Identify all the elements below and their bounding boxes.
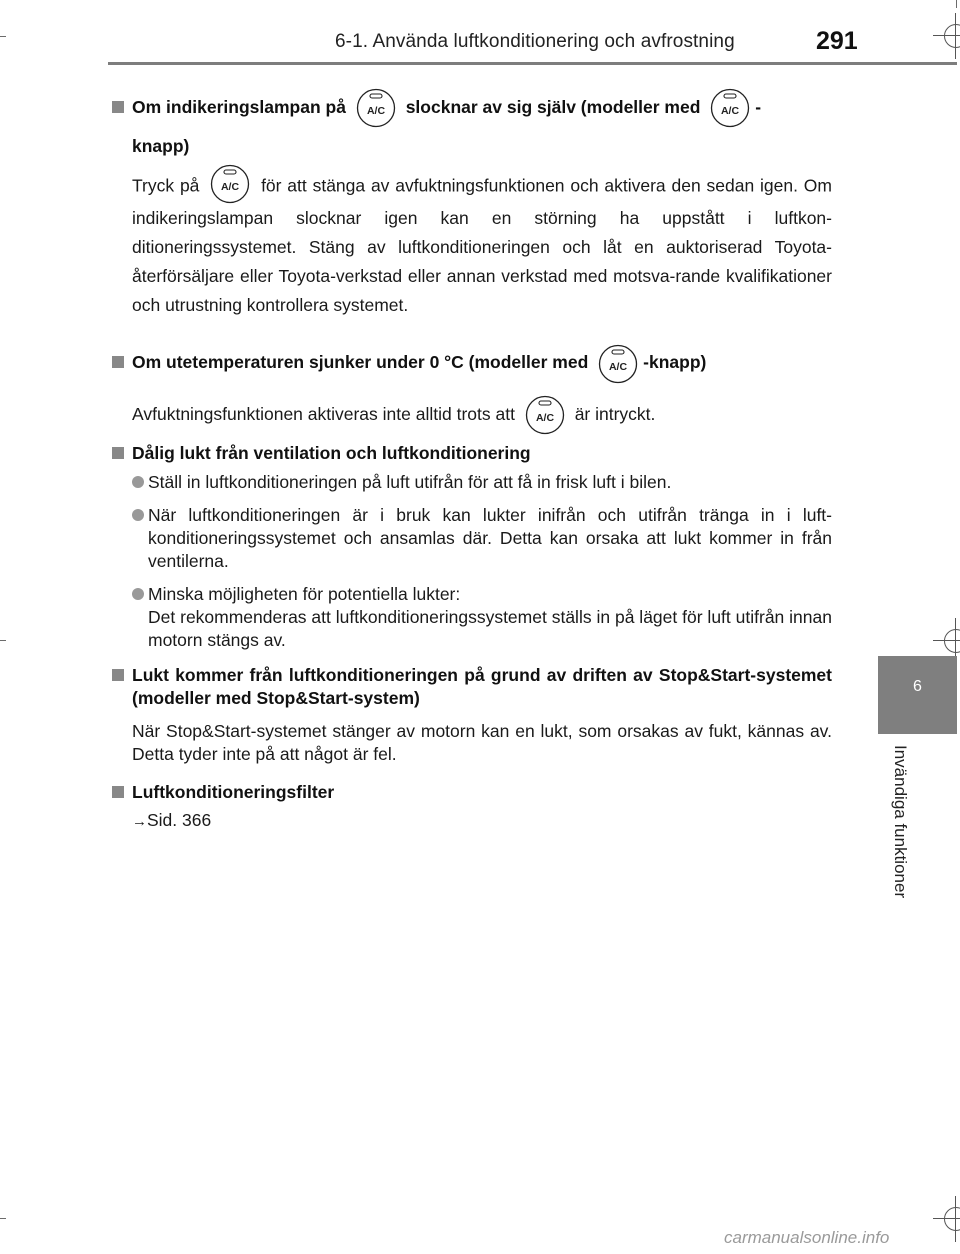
list-item-text: Minska möjligheten för potentiella lukter: bbox=[148, 584, 461, 605]
heading-text: knapp) bbox=[132, 136, 190, 157]
bullet-dot-icon bbox=[132, 588, 144, 600]
ac-button-icon bbox=[710, 88, 750, 128]
watermark: carmanualsonline.info bbox=[724, 1228, 890, 1247]
page-reference-link[interactable]: Sid. 366 bbox=[147, 810, 212, 831]
bullet-dot-icon bbox=[132, 509, 144, 521]
heading-text: - bbox=[755, 97, 762, 117]
crop-mark-top-left bbox=[0, 36, 6, 37]
chapter-tab-label: Invändiga funktioner bbox=[891, 745, 910, 899]
crop-mark-bottom-left bbox=[0, 1218, 6, 1219]
paragraph-indicator-lamp bbox=[132, 170, 832, 320]
paragraph-outside-temperature bbox=[132, 394, 832, 435]
list-item-text: Det rekommenderas att luftkonditioneringssystemet ställs in på läget för luft utifrån innan motorn stängs av. bbox=[148, 607, 832, 651]
svg-text:A/C: A/C bbox=[221, 181, 240, 194]
svg-text:A/C: A/C bbox=[609, 360, 628, 373]
svg-text:A/C: A/C bbox=[535, 412, 554, 425]
list-item bbox=[112, 504, 832, 573]
content bbox=[112, 86, 832, 836]
page-reference bbox=[132, 806, 832, 836]
registration-mark-mid-right bbox=[944, 629, 960, 653]
list-item bbox=[112, 583, 832, 652]
header-rule bbox=[108, 62, 957, 65]
heading-text: Om indikeringslampan på bbox=[132, 97, 346, 117]
square-bullet-icon bbox=[112, 669, 124, 681]
section-heading-ac-filter bbox=[112, 778, 832, 806]
registration-mark-top-right bbox=[944, 24, 960, 48]
ac-button-icon bbox=[525, 395, 565, 435]
section-heading-outside-temperature bbox=[112, 342, 832, 383]
registration-mark-bottom-right bbox=[944, 1207, 960, 1231]
crop-mark-top-right bbox=[956, 0, 957, 8]
heading-text: Om utetemperaturen sjunker under 0 °C (modeller med bbox=[132, 352, 589, 373]
header-title: 6-1. Använda luftkonditionering och avfrostning bbox=[335, 31, 735, 52]
bullet-dot-icon bbox=[132, 476, 144, 488]
svg-text:A/C: A/C bbox=[366, 105, 385, 118]
section-heading-stop-start-smell bbox=[112, 664, 832, 710]
svg-text:A/C: A/C bbox=[721, 105, 740, 118]
arrow-right-icon: → bbox=[132, 813, 147, 831]
chapter-tab bbox=[878, 656, 957, 734]
heading-text: -knapp) bbox=[643, 352, 707, 373]
paragraph-text: Tryck på bbox=[132, 176, 200, 196]
chapter-tab-number: 6 bbox=[913, 678, 922, 695]
square-bullet-icon bbox=[112, 786, 124, 798]
heading-text: Lukt kommer från luftkonditioneringen på grund av driften av Stop&Start-systemet (modeller med Stop&Start-system) bbox=[132, 665, 832, 709]
list-item-text: Ställ in luftkonditioneringen på luft utifrån för att få in frisk luft i bilen. bbox=[148, 472, 672, 493]
heading-text: Luftkonditioneringsfilter bbox=[132, 782, 335, 803]
square-bullet-icon bbox=[112, 447, 124, 459]
heading-text: Dålig lukt från ventilation och luftkonditionering bbox=[132, 443, 531, 464]
section-heading-indicator-lamp bbox=[112, 86, 832, 160]
square-bullet-icon bbox=[112, 101, 124, 113]
heading-text: slocknar av sig själv (modeller med bbox=[405, 97, 701, 117]
page-number: 291 bbox=[816, 27, 858, 55]
square-bullet-icon bbox=[112, 356, 124, 368]
section-heading-bad-smell bbox=[112, 439, 832, 467]
paragraph-stop-start-smell: När Stop&Start-systemet stänger av motorn kan en lukt, som orsakas av fukt, kännas av. Detta tyder inte på att något är fel. bbox=[132, 721, 832, 765]
paragraph-text: Avfuktningsfunktionen aktiveras inte alltid trots att bbox=[132, 403, 515, 424]
paragraph-text: är intryckt. bbox=[574, 403, 656, 424]
crop-mark-mid-left bbox=[0, 640, 6, 641]
ac-button-icon bbox=[598, 344, 638, 384]
ac-button-icon bbox=[356, 88, 396, 128]
ac-button-icon bbox=[210, 164, 250, 204]
list-item bbox=[112, 471, 832, 494]
list-item-text: När luftkonditioneringen är i bruk kan lukter inifrån och utifrån tränga in i luft-konditioneringssystemet och ansamlas där. Detta kan orsaka att lukt kommer in från ventilerna. bbox=[148, 505, 832, 572]
paragraph-text: för att stänga av avfuktningsfunktionen och aktivera den sedan igen. Om indikeringslampan slocknar igen kan en störning ha uppstått i luftkon-ditioneringssystemet. Stäng av luftkonditioneringen och låt en auktoriserad Toyota-återförsäljare eller Toyota-verkstad eller annan verkstad med motsva-rande kvalifikationer och utrustning kontrollera systemet. bbox=[132, 176, 832, 316]
